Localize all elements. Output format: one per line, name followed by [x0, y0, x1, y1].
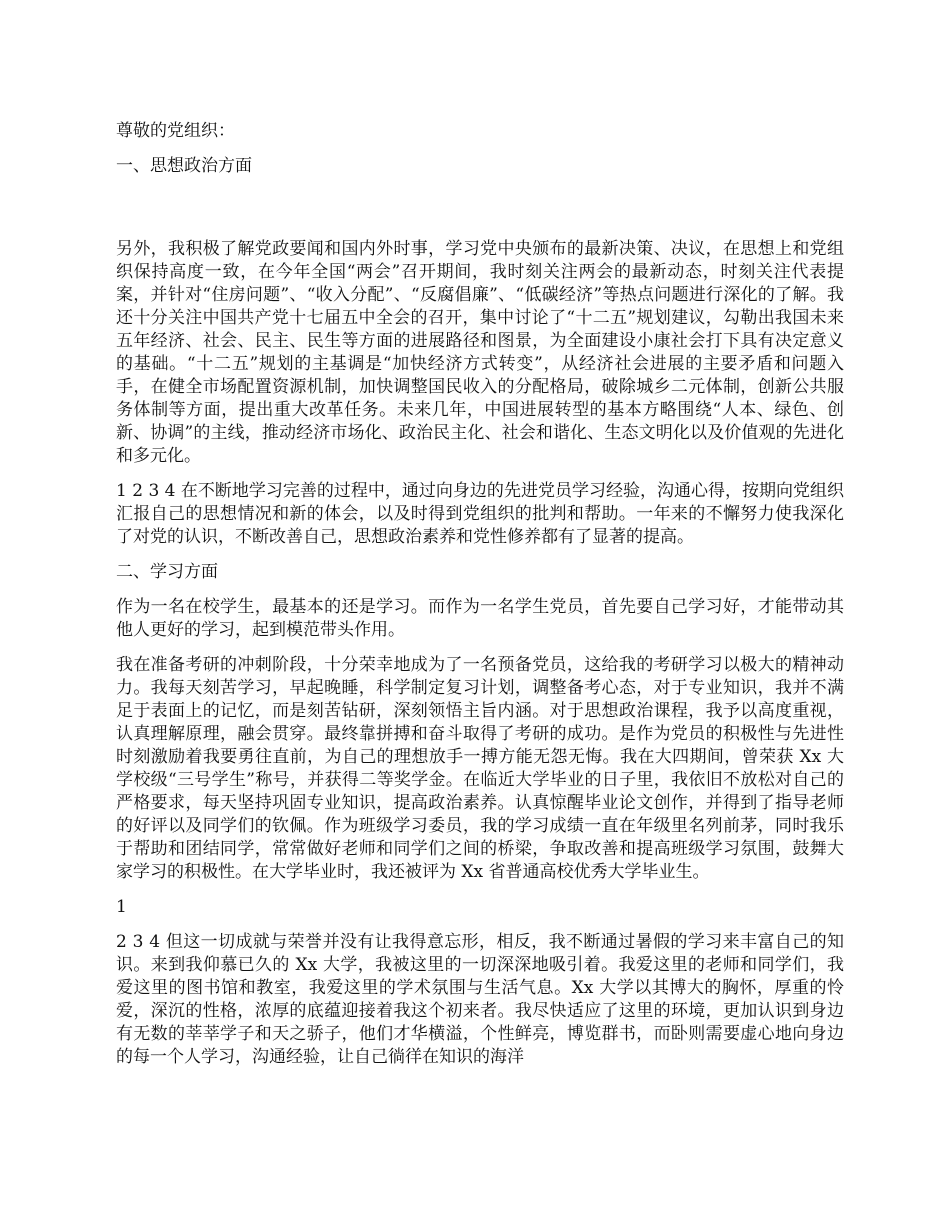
page-number: 1	[116, 897, 127, 917]
spacer	[116, 642, 844, 654]
spacer	[116, 468, 844, 480]
section-title-politics: 一、思想政治方面	[116, 156, 252, 176]
spacer	[116, 919, 844, 931]
paragraph-study-intro: 作为一名在校学生，最基本的还是学习。而作为一名学生党员，首先要自己学习好，才能带动其他人更好的学习，起到模范带头作用。	[116, 597, 844, 640]
spacer	[116, 584, 844, 596]
spacer	[116, 884, 844, 896]
section-title-study: 二、学习方面	[116, 562, 218, 582]
paragraph-university-life: 2 3 4 但这一切成就与荣誉并没有让我得意忘形，相反，我不断通过暑假的学习来丰富自己的知识。来到我仰慕已久的 Xx 大学，我被这里的一切深深地吸引着。我爱这里的老师和同学们，我爱这里的图书馆和教室，我爱这里的学术氛围与生活气息。Xx 大学以其博大的胸怀，厚重的怜爱，深沉的性格，浓厚的底蕴迎接着我这个初来者。我尽快适应了这里的环境，更加认识到身边有无数的莘莘学子和天之骄子，他们才华横溢，个性鲜亮，博览群书，而卧则需要虚心地向身边的每一个人学习，沟通经验，让自己徜徉在知识的海洋	[116, 932, 844, 1067]
paragraph-current-affairs: 另外，我积极了解党政要闻和国内外时事，学习党中央颁布的最新决策、决议，在思想上和党组织保持高度一致，在今年全国“两会”召开期间，我时刻关注两会的最新动态，时刻关注代表提案，并针对“住房问题”、“收入分配”、“反腐倡廉”、“低碳经济”等热点问题进行深化的了解。我还十分关注中国共产党十七届五中全会的召开，集中讨论了“十二五”规划建议，勾勒出我国未来五年经济、社会、民主、民生等方面的进展路径和图景，为全面建设小康社会打下具有决定意义的基础。“十二五”规划的主基调是“加快经济方式转变”，从经济社会进展的主要矛盾和问题入手，在健全市场配置资源机制，加快调整国民收入的分配格局，破除城乡二元体制，创新公共服务体制等方面，提出重大改革任务。未来几年，中国进展转型的基本方略围绕“人本、绿色、创新、协调”的主线，推动经济市场化、政治民主化、社会和谐化、生态文明化以及价值观的先进化和多元化。	[116, 239, 844, 466]
spacer	[116, 178, 844, 238]
paragraph-self-improvement: 1 2 3 4 在不断地学习完善的过程中，通过向身边的先进党员学习经验，沟通心得，按期向党组织汇报自己的思想情况和新的体会，以及时得到党组织的批判和帮助。一年来的不懈努力使我深化了对党的认识，不断改善自己，思想政治素养和党性修养都有了显著的提高。	[116, 481, 844, 547]
salutation: 尊敬的党组织：	[116, 121, 235, 141]
spacer	[116, 549, 844, 561]
paragraph-exam-prep: 我在准备考研的冲刺阶段，十分荣幸地成为了一名预备党员，这给我的考研学习以极大的精神动力。我每天刻苦学习，早起晚睡，科学制定复习计划，调整备考心态，对于专业知识，我并不满足于表面上的记忆，而是刻苦钻研，深刻领悟主旨内涵。对于思想政治课程，我予以高度重视，认真理解原理，融会贯穿。最终靠拼搏和奋斗取得了考研的成功。是作为党员的积极性与先进性时刻激励着我要勇往直前，为自己的理想放手一搏方能无怨无悔。我在大四期间，曾荣获 Xx 大学校级“三号学生”称号，并获得二等奖学金。在临近大学毕业的日子里，我依旧不放松对自己的严格要求，每天坚持巩固专业知识，提高政治素养。认真惊醒毕业论文创作，并得到了指导老师的好评以及同学们的钦佩。作为班级学习委员，我的学习成绩一直在年级里名列前茅，同时我乐于帮助和团结同学，常常做好老师和同学们之间的桥梁，争取改善和提高班级学习氛围，鼓舞大家学习的积极性。在大学毕业时，我还被评为 Xx 省普通高校优秀大学毕业生。	[116, 655, 844, 882]
document-page	[116, 120, 844, 1069]
spacer	[116, 143, 844, 155]
